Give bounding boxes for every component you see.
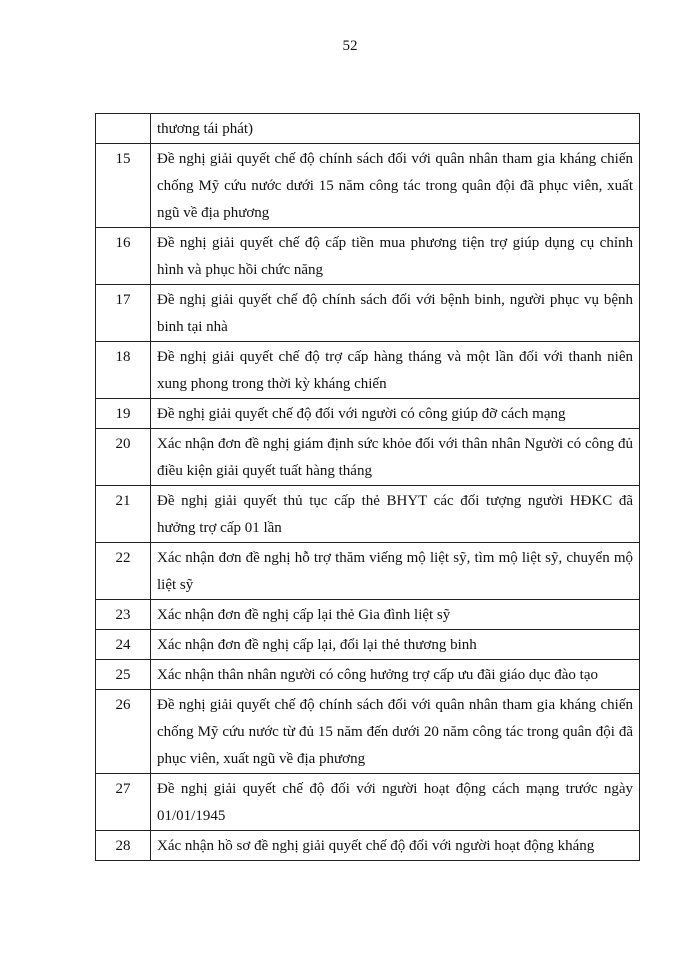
row-number: 26 (96, 690, 151, 774)
row-number: 18 (96, 342, 151, 399)
row-content: Xác nhận đơn đề nghị hỗ trợ thăm viếng mộ liệt sỹ, tìm mộ liệt sỹ, chuyển mộ liệt sỹ (151, 543, 640, 600)
row-content: thương tái phát) (151, 114, 640, 144)
row-number: 22 (96, 543, 151, 600)
row-content: Xác nhận đơn đề nghị cấp lại thẻ Gia đình liệt sỹ (151, 600, 640, 630)
table-row (96, 486, 640, 543)
row-number: 27 (96, 774, 151, 831)
table-row (96, 690, 640, 774)
page-number: 52 (342, 38, 358, 54)
row-number: 28 (96, 831, 151, 861)
row-content: Xác nhận đơn đề nghị cấp lại, đổi lại thẻ thương binh (151, 630, 640, 660)
table-row (96, 342, 640, 399)
row-content: Đề nghị giải quyết chế độ chính sách đối với quân nhân tham gia kháng chiến chống Mỹ cứu nước dưới 15 năm công tác trong quân đội đã phục viên, xuất ngũ về địa phương (151, 144, 640, 228)
row-number: 19 (96, 399, 151, 429)
table-row (96, 774, 640, 831)
row-number: 25 (96, 660, 151, 690)
row-content: Xác nhận hồ sơ đề nghị giải quyết chế độ đối với người hoạt động kháng (151, 831, 640, 861)
row-content: Đề nghị giải quyết chế độ cấp tiền mua phương tiện trợ giúp dụng cụ chỉnh hình và phục hồi chức năng (151, 228, 640, 285)
table-row (96, 831, 640, 861)
table-row (96, 600, 640, 630)
table-row (96, 429, 640, 486)
row-content: Xác nhận đơn đề nghị giám định sức khỏe đối với thân nhân Người có công đủ điều kiện giải quyết tuất hàng tháng (151, 429, 640, 486)
table-row (96, 543, 640, 600)
row-number: 23 (96, 600, 151, 630)
row-number: 17 (96, 285, 151, 342)
table-row (96, 399, 640, 429)
procedure-table (95, 113, 640, 861)
row-number (96, 114, 151, 144)
table-row (96, 228, 640, 285)
row-number: 15 (96, 144, 151, 228)
table-body (96, 114, 640, 861)
row-content: Đề nghị giải quyết chế độ trợ cấp hàng tháng và một lần đối với thanh niên xung phong trong thời kỳ kháng chiến (151, 342, 640, 399)
row-number: 24 (96, 630, 151, 660)
table-row (96, 630, 640, 660)
table-row (96, 114, 640, 144)
row-content: Đề nghị giải quyết chế độ chính sách đối với quân nhân tham gia kháng chiến chống Mỹ cứu nước từ đủ 15 năm đến dưới 20 năm công tác trong quân đội đã phục viên, xuất ngũ về địa phương (151, 690, 640, 774)
row-number: 21 (96, 486, 151, 543)
row-number: 16 (96, 228, 151, 285)
row-content: Đề nghị giải quyết chế độ đối với người hoạt động cách mạng trước ngày 01/01/1945 (151, 774, 640, 831)
row-content: Đề nghị giải quyết thủ tục cấp thẻ BHYT các đối tượng người HĐKC đã hưởng trợ cấp 01 lần (151, 486, 640, 543)
row-content: Xác nhận thân nhân người có công hưởng trợ cấp ưu đãi giáo dục đào tạo (151, 660, 640, 690)
table-row (96, 660, 640, 690)
row-number: 20 (96, 429, 151, 486)
row-content: Đề nghị giải quyết chế độ chính sách đối với bệnh binh, người phục vụ bệnh binh tại nhà (151, 285, 640, 342)
table-row (96, 144, 640, 228)
table-row (96, 285, 640, 342)
row-content: Đề nghị giải quyết chế độ đối với người có công giúp đỡ cách mạng (151, 399, 640, 429)
